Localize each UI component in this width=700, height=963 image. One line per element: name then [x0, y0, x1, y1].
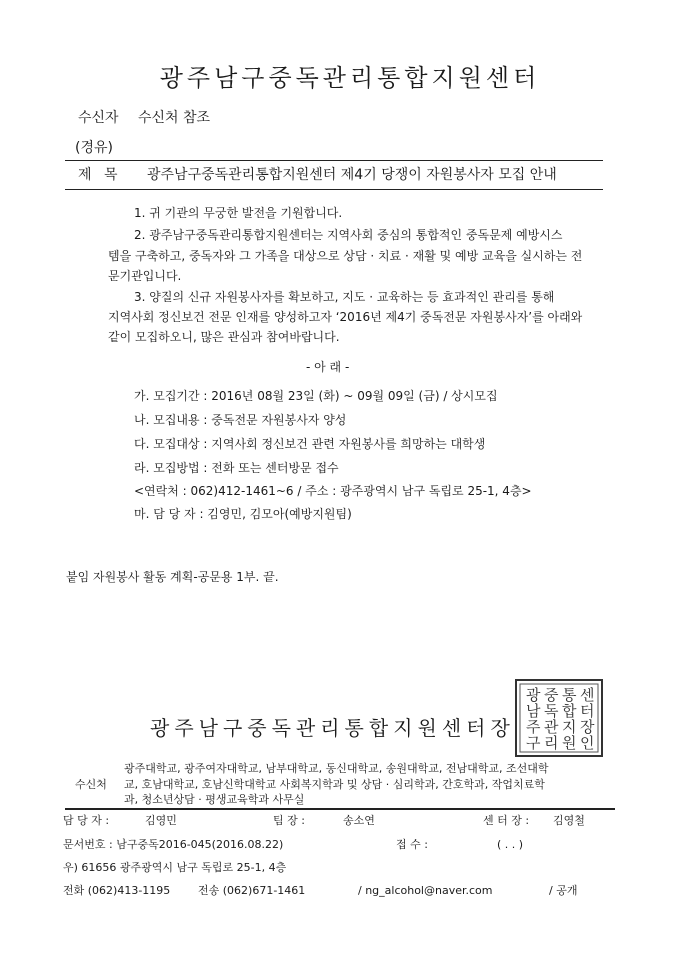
seal-glyph: 센	[580, 686, 595, 704]
recipient-label: 수신자	[78, 110, 119, 126]
item-method: 라. 모집방법 : 전화 또는 센터방문 접수	[134, 461, 339, 475]
seal-glyph: 중	[544, 686, 559, 704]
item-content: 나. 모집내용 : 중독전문 자원봉사자 양성	[134, 413, 347, 427]
item-staff: 마. 담 당 자 : 김영민, 김모아(예방지원팀)	[134, 507, 352, 521]
team-leader-label: 팀 장 :	[273, 814, 305, 827]
seal-glyph: 구	[526, 734, 541, 752]
fax-number: 전송 (062)671-1461	[198, 884, 306, 897]
item-target: 다. 모집대상 : 지역사회 정신보건 관련 자원봉사를 희망하는 대학생	[134, 437, 486, 451]
org-title: 광주남구중독관리통합지원센터	[159, 64, 541, 92]
document-number: 문서번호 : 남구중독2016-045(2016.08.22)	[63, 838, 284, 851]
official-seal-icon	[514, 678, 604, 758]
paragraph-3-line-1: 3. 양질의 신규 자원봉사자를 확보하고, 지도 · 교육하는 등 효과적인 관리를 통해	[134, 290, 555, 304]
recipient-value: 수신처 참조	[138, 110, 211, 126]
staff-label: 담 당 자 :	[63, 814, 110, 827]
via-label: (경유)	[75, 140, 113, 156]
seal-glyph: 인	[580, 734, 595, 752]
item-period: 가. 모집기간 : 2016년 08월 23일 (화) ~ 09월 09일 (금) / 상시모집	[134, 389, 498, 403]
attachment-note: 붙임 자원봉사 활동 계획-공문용 1부. 끝.	[66, 570, 279, 584]
footer-rule	[65, 808, 615, 810]
postal-address: 우) 61656 광주광역시 남구 독립로 25-1, 4층	[63, 861, 287, 874]
email-address: / ng_alcohol@naver.com	[358, 884, 493, 897]
subject-value: 광주남구중독관리통합지원센터 제4기 당쟁이 자원봉사자 모집 안내	[147, 167, 557, 183]
recipients-label: 수신처	[75, 778, 107, 791]
phone-number: 전화 (062)413-1195	[63, 884, 171, 897]
director-label: 센 터 장 :	[483, 814, 530, 827]
paragraph-2-line-2: 템을 구축하고, 중독자와 그 가족을 대상으로 상담 · 치료 · 재활 및 예방 교육을 실시하는 전	[108, 249, 583, 263]
paragraph-2-line-3: 문기관입니다.	[108, 269, 182, 283]
seal-glyph: 남	[526, 702, 541, 720]
paragraph-1: 1. 귀 기관의 무궁한 발전을 기원합니다.	[134, 206, 343, 220]
seal-glyph: 지	[562, 718, 577, 736]
seal-glyph: 원	[562, 734, 577, 752]
subject-top-rule	[65, 160, 603, 161]
seal-glyph: 장	[580, 718, 595, 736]
paragraph-2-line-1: 2. 광주남구중독관리통합지원센터는 지역사회 중심의 통합적인 중독문제 예방시스	[134, 228, 563, 242]
paragraph-3-line-2: 지역사회 정신보건 전문 인재를 양성하고자 ‘2016년 제4기 중독전문 자원봉사자’를 아래와	[108, 310, 583, 324]
seal-glyph: 관	[544, 718, 559, 736]
subject-label: 제 목	[78, 167, 118, 183]
director-value: 김영철	[553, 814, 585, 827]
seal-glyph: 독	[544, 702, 559, 720]
paragraph-3-line-3: 같이 모집하오니, 많은 관심과 참여바랍니다.	[108, 330, 340, 344]
below-heading: - 아 래 -	[306, 360, 350, 374]
seal-glyph: 주	[526, 718, 541, 736]
seal-glyph: 합	[562, 702, 577, 720]
receipt-label: 접 수 :	[396, 838, 428, 851]
recipients-line-2: 교, 호남대학교, 호남신학대학교 사회복지학과 및 상담 · 심리학과, 간호학과, 작업치료학	[124, 778, 545, 791]
footer-org-name: 광주남구중독관리통합지원센터장	[150, 716, 515, 740]
recipients-line-1: 광주대학교, 광주여자대학교, 남부대학교, 동신대학교, 송원대학교, 전남대학교, 조선대학	[124, 762, 549, 775]
staff-value: 김영민	[145, 814, 177, 827]
disclosure-status: / 공개	[549, 884, 578, 897]
item-contact: <연락처 : 062)412-1461~6 / 주소 : 광주광역시 남구 독립로 25-1, 4층>	[134, 484, 532, 498]
seal-glyph: 통	[562, 686, 577, 704]
seal-glyph: 광	[526, 686, 541, 704]
receipt-value: ( . . )	[497, 838, 524, 851]
seal-glyph: 터	[580, 702, 595, 720]
team-leader-value: 송소연	[343, 814, 375, 827]
subject-bottom-rule	[65, 189, 603, 190]
seal-glyph: 리	[544, 734, 559, 752]
recipients-line-3: 과, 청소년상담 · 평생교육학과 사무실	[124, 793, 305, 806]
